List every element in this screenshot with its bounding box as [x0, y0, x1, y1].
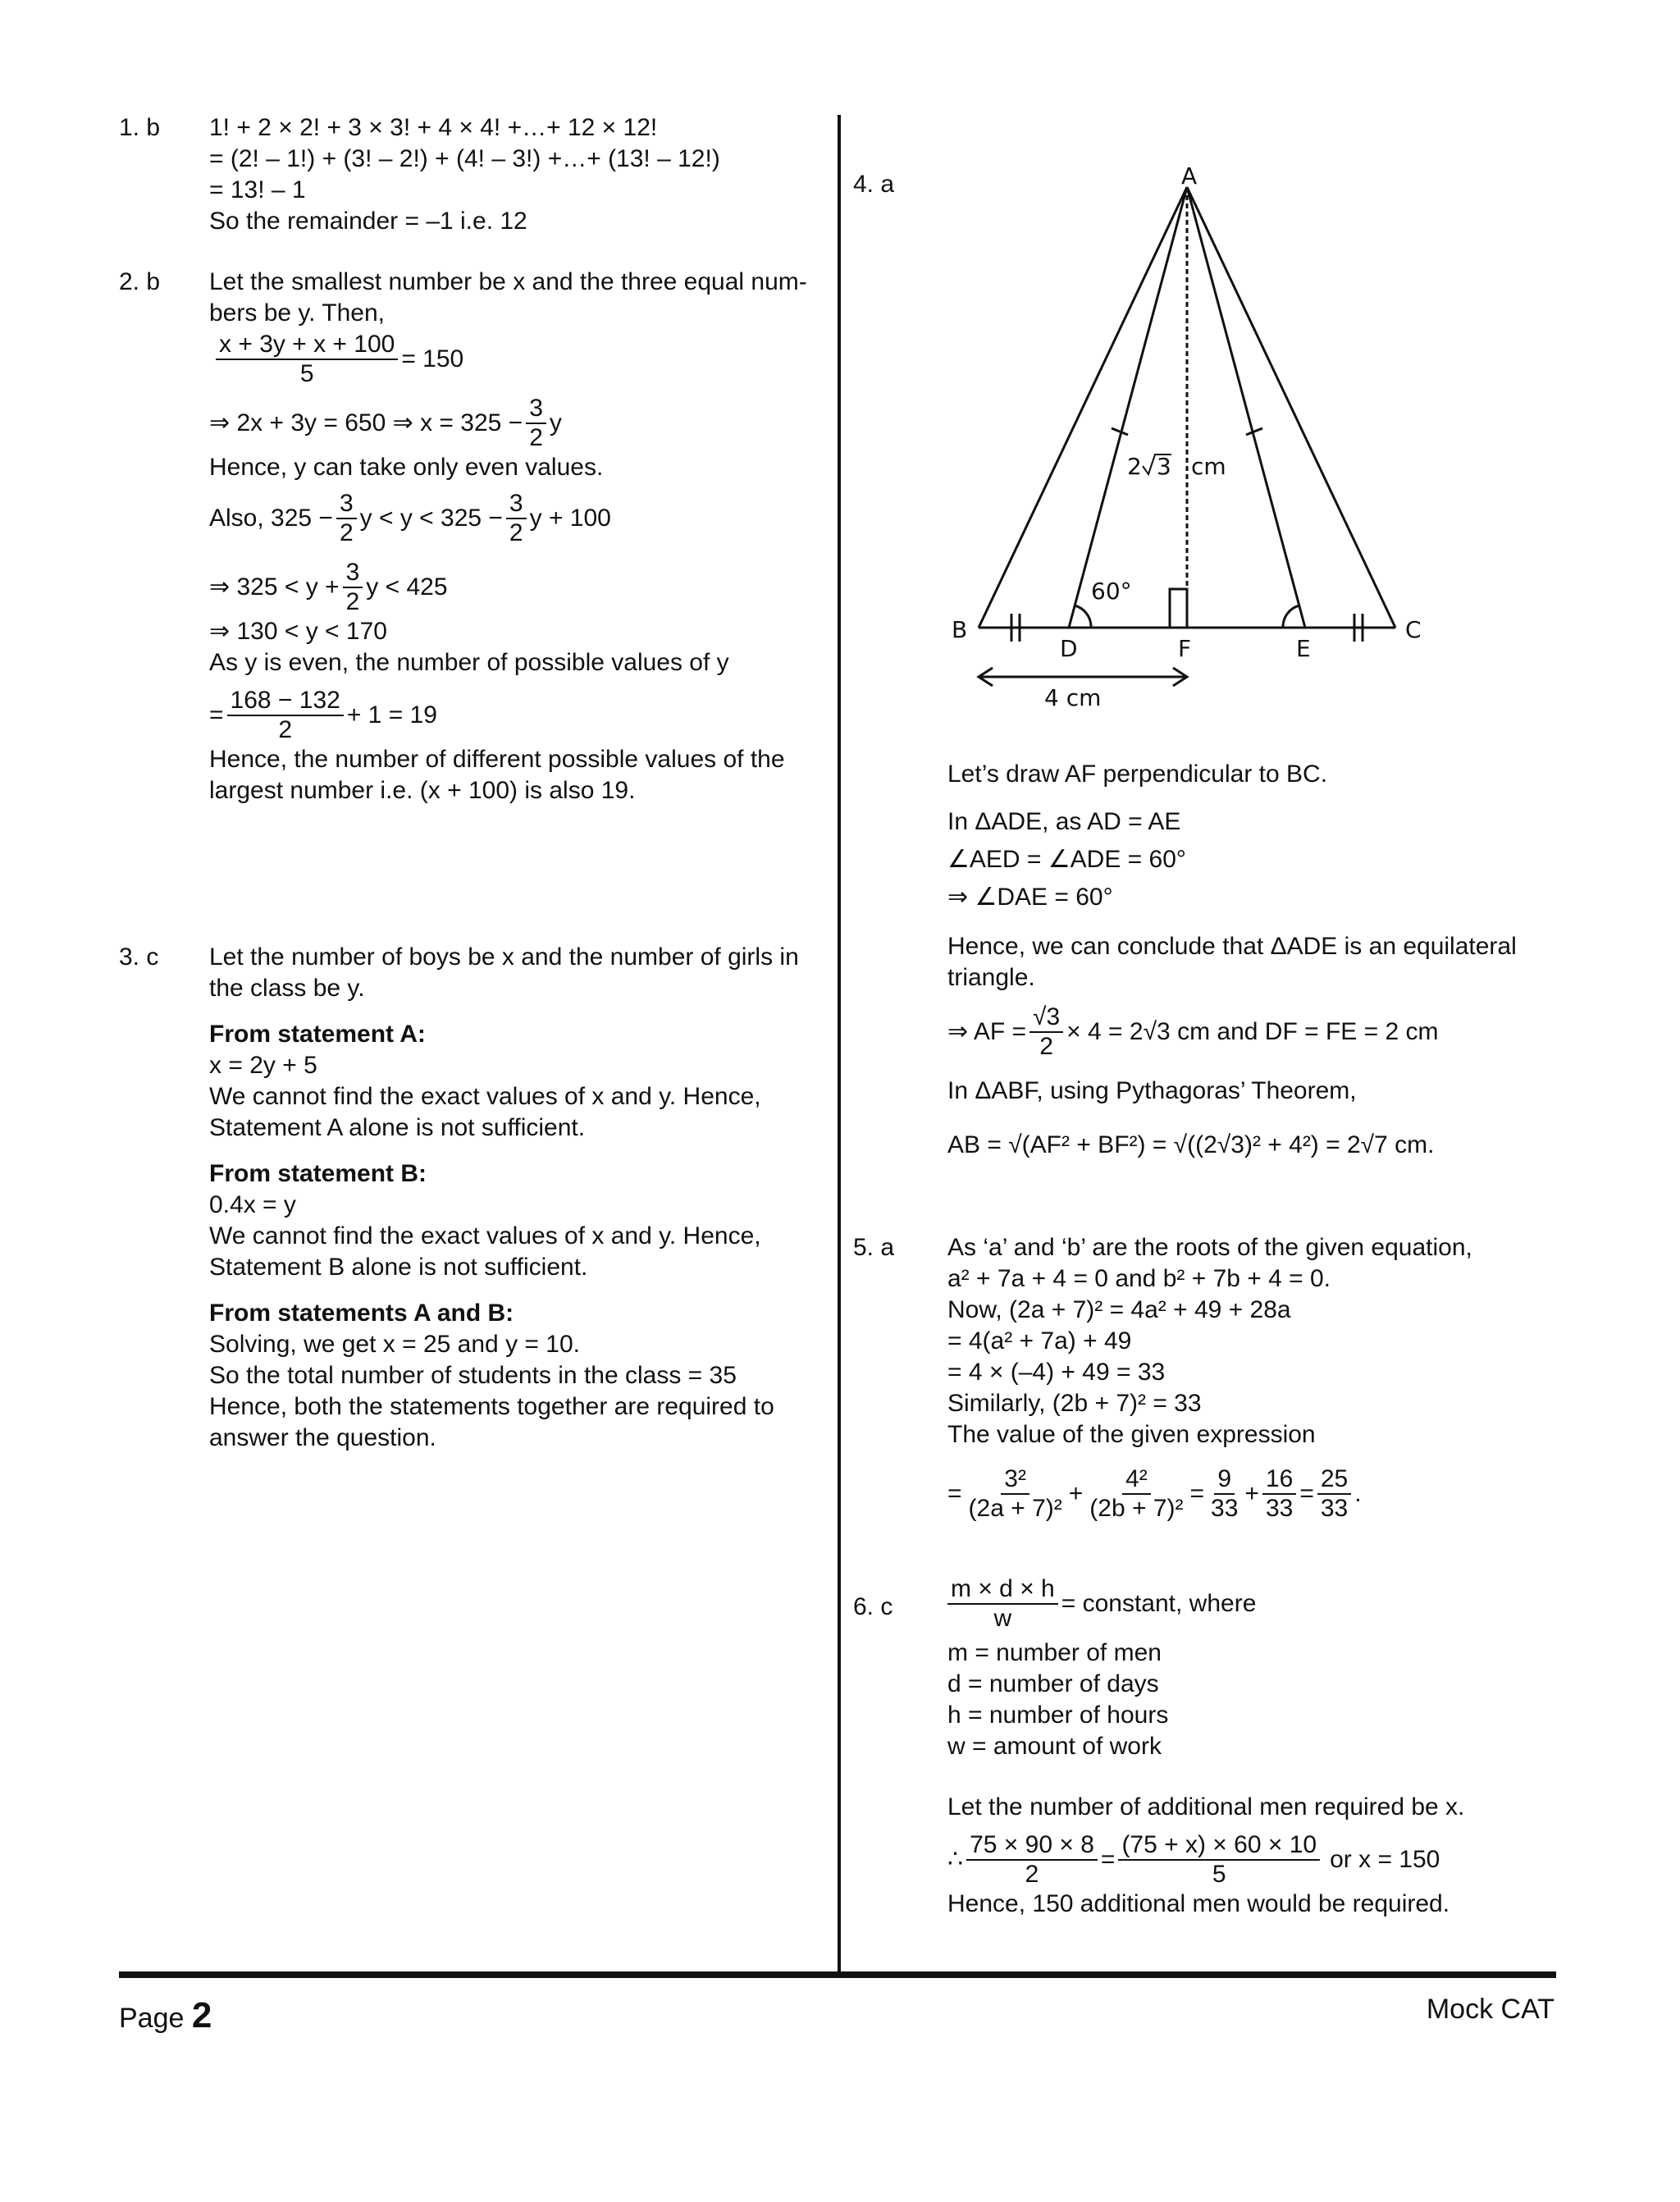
- q2-text: Let the smallest number be x and the three equal num-: [209, 268, 807, 295]
- fraction-numerator: √3: [1029, 1003, 1063, 1033]
- q5-text: Similarly, (2b + 7)² = 33: [947, 1390, 1202, 1417]
- q1-line: = (2! – 1!) + (3! – 2!) + (4! – 3!) +…+ (13! – 12!): [209, 145, 720, 172]
- q3-text: Statement B alone is not sufficient.: [209, 1254, 588, 1281]
- fraction-denominator: (2a + 7)²: [968, 1495, 1062, 1522]
- equation-text: =: [1189, 1480, 1205, 1507]
- fraction-denominator: 2: [529, 424, 543, 451]
- side-ab: [979, 187, 1187, 628]
- angle-arc-d: [1075, 605, 1091, 628]
- q2-text: As y is even, the number of possible values of y: [209, 649, 729, 676]
- equation-text: ⇒ 325 < y +: [209, 573, 340, 601]
- q3-text: the class be y.: [209, 975, 365, 1002]
- equation-text: y < 425: [366, 573, 448, 601]
- page-number: [119, 1995, 212, 2036]
- q3-text: answer the question.: [209, 1424, 436, 1451]
- equation-text: + 1 = 19: [346, 701, 437, 729]
- q2-text: ⇒ 130 < y < 170: [209, 618, 387, 645]
- q6-formula: [947, 1575, 1571, 1633]
- fraction-denominator: 5: [1212, 1861, 1226, 1888]
- q4-number: 4. a: [853, 171, 895, 198]
- vertex-label-e: E: [1296, 635, 1311, 662]
- fraction-numerator: x + 3y + x + 100: [216, 331, 398, 360]
- q3-text: Solving, we get x = 25 and y = 10.: [209, 1331, 580, 1358]
- q6-body: [947, 1575, 1571, 1920]
- length-label-radicand: 3: [1157, 453, 1171, 480]
- fraction-numerator: 9: [1214, 1465, 1235, 1495]
- q2-equation-3: [209, 490, 820, 547]
- side-ad: [1069, 187, 1187, 628]
- fraction-denominator: (2b + 7)²: [1089, 1495, 1184, 1522]
- equation-text: =: [209, 701, 224, 729]
- q3-heading: From statement A:: [209, 1021, 426, 1048]
- q1-line: = 13! – 1: [209, 176, 306, 203]
- q3-text: Statement A alone is not sufficient.: [209, 1114, 586, 1141]
- length-label-coefficient: 2: [1127, 453, 1142, 480]
- q3-text: 0.4x = y: [209, 1191, 296, 1218]
- q2-text: bers be y. Then,: [209, 299, 386, 327]
- q1-line: So the remainder = –1 i.e. 12: [209, 208, 527, 235]
- equation-text: y < y < 325 −: [359, 505, 503, 532]
- q1-line: 1! + 2 × 2! + 3 × 3! + 4 × 4! +…+ 12 × 12!: [209, 114, 658, 141]
- q5-text: = 4 × (–4) + 49 = 33: [947, 1359, 1166, 1386]
- fraction-denominator: 33: [1211, 1495, 1239, 1522]
- equation-text: or x = 150: [1330, 1846, 1440, 1873]
- page-label: Page: [119, 2003, 185, 2034]
- footer-title: Mock CAT: [1426, 1994, 1554, 2025]
- equation-text: ⇒ 2x + 3y = 650 ⇒ x = 325 −: [209, 409, 523, 436]
- q1-number: 1. b: [119, 114, 161, 141]
- q4-body: [947, 759, 1571, 1161]
- q5-equation: [947, 1465, 1571, 1523]
- fraction-denominator: 33: [1265, 1495, 1294, 1522]
- q1-body: [209, 112, 720, 237]
- q4-text: In ΔADE, as AD = AE: [947, 808, 1181, 835]
- vertex-label-a: A: [1181, 164, 1198, 190]
- q6-definition: m = number of men: [947, 1639, 1162, 1666]
- vertex-label-d: D: [1060, 635, 1078, 662]
- equation-text: y: [549, 409, 562, 436]
- equation-text: .: [1354, 1480, 1362, 1507]
- fraction-numerator: 3: [336, 490, 357, 519]
- fraction-denominator: 2: [345, 588, 360, 615]
- fraction-numerator: 4²: [1122, 1465, 1151, 1495]
- q6-equation: [947, 1831, 1571, 1889]
- equation-text: =: [1299, 1480, 1314, 1507]
- vertex-label-c: C: [1405, 616, 1422, 643]
- page-number-value: 2: [191, 1995, 212, 2035]
- equation-text: = constant, where: [1061, 1590, 1257, 1617]
- fraction-numerator: 16: [1262, 1465, 1296, 1495]
- equation-text: =: [947, 1480, 962, 1507]
- q3-heading: From statements A and B:: [209, 1300, 514, 1327]
- fraction-numerator: 3: [343, 559, 363, 588]
- vertex-label-b: B: [952, 616, 968, 643]
- q3-text: x = 2y + 5: [209, 1052, 317, 1079]
- equation-text: y + 100: [529, 505, 611, 532]
- q5-text: Now, (2a + 7)² = 4a² + 49 + 28a: [947, 1296, 1291, 1323]
- q4-text: ∠AED = ∠ADE = 60°: [947, 846, 1186, 873]
- fraction-numerator: 168 − 132: [227, 687, 344, 716]
- q2-equation-5: [209, 687, 820, 744]
- q4-equation-2: AB = √(AF² + BF²) = √((2√3)² + 4²) = 2√7 cm.: [947, 1131, 1435, 1158]
- fraction-numerator: 3²: [1001, 1465, 1029, 1495]
- fraction-numerator: 75 × 90 × 8: [966, 1831, 1098, 1861]
- equation-rhs: = 150: [401, 345, 464, 372]
- fraction-denominator: 2: [1039, 1033, 1053, 1060]
- side-ae: [1187, 187, 1305, 628]
- q3-text: We cannot find the exact values of x and y. Hence,: [209, 1222, 761, 1249]
- equation-text: Also, 325 −: [209, 505, 333, 532]
- q4-text: ⇒ ∠DAE = 60°: [947, 884, 1113, 911]
- q5-text: a² + 7a + 4 = 0 and b² + 7b + 4 = 0.: [947, 1265, 1331, 1292]
- column-divider: [838, 115, 841, 1973]
- fraction-denominator: 2: [339, 519, 354, 546]
- angle-label: 60°: [1091, 578, 1132, 605]
- fraction-denominator: 33: [1320, 1495, 1349, 1522]
- fraction-denominator: 2: [509, 519, 523, 546]
- q5-text: = 4(a² + 7a) + 49: [947, 1327, 1132, 1355]
- q3-text: We cannot find the exact values of x and y. Hence,: [209, 1083, 761, 1110]
- q3-text: So the total number of students in the class = 35: [209, 1362, 737, 1389]
- q5-number: 5. a: [853, 1234, 895, 1261]
- equation-text: +: [1068, 1480, 1084, 1507]
- triangle-diagram: [952, 164, 1444, 722]
- q3-body: [209, 942, 820, 1454]
- q5-text: As ‘a’ and ‘b’ are the roots of the given equation,: [947, 1234, 1472, 1261]
- q2-text: Hence, y can take only even values.: [209, 454, 604, 481]
- q6-text: Let the number of additional men required be x.: [947, 1793, 1465, 1821]
- equation-text: =: [1100, 1846, 1116, 1873]
- fraction-numerator: 3: [526, 395, 546, 424]
- q4-text: In ΔABF, using Pythagoras’ Theorem,: [947, 1077, 1357, 1104]
- base-length-label: 4 cm: [1044, 684, 1102, 711]
- q3-text: Hence, both the statements together are required to: [209, 1393, 774, 1420]
- q5-body: [947, 1232, 1571, 1523]
- q4-equation-1: [947, 1003, 1571, 1061]
- fraction-numerator: m × d × h: [947, 1575, 1058, 1605]
- q2-equation-1: [209, 331, 820, 388]
- angle-arc-e: [1283, 605, 1299, 628]
- q2-text: largest number i.e. (x + 100) is also 19.: [209, 777, 636, 804]
- fraction-numerator: 25: [1317, 1465, 1351, 1495]
- vertex-label-f: F: [1178, 635, 1192, 662]
- equation-text: ⇒ AF =: [947, 1018, 1027, 1045]
- q4-text: Hence, we can conclude that ΔADE is an equilateral: [947, 933, 1517, 960]
- q2-body: [209, 267, 820, 806]
- fraction-numerator: 3: [506, 490, 527, 519]
- q3-text: Let the number of boys be x and the number of girls in: [209, 943, 799, 971]
- equation-text: ∴: [947, 1846, 964, 1873]
- q4-text: Let’s draw AF perpendicular to BC.: [947, 761, 1328, 788]
- side-ac: [1187, 187, 1395, 628]
- footer-rule: [119, 1971, 1556, 1978]
- q2-equation-2: [209, 395, 820, 452]
- q6-definition: w = amount of work: [947, 1733, 1162, 1760]
- q6-number: 6. c: [853, 1593, 893, 1620]
- fraction-denominator: w: [993, 1605, 1012, 1632]
- fraction-denominator: 5: [299, 360, 314, 387]
- q6-definition: h = number of hours: [947, 1702, 1169, 1729]
- q2-text: Hence, the number of different possible values of the: [209, 746, 785, 773]
- length-label-unit: cm: [1191, 453, 1226, 480]
- q3-number: 3. c: [119, 943, 159, 971]
- q2-number: 2. b: [119, 268, 161, 295]
- equation-text: +: [1244, 1480, 1259, 1507]
- q4-text: triangle.: [947, 964, 1035, 991]
- right-angle-marker: [1170, 589, 1187, 628]
- q6-text: Hence, 150 additional men would be required.: [947, 1890, 1450, 1917]
- q5-text: The value of the given expression: [947, 1421, 1316, 1448]
- q3-heading: From statement B:: [209, 1160, 427, 1187]
- q6-definition: d = number of days: [947, 1670, 1159, 1697]
- fraction-denominator: 2: [1025, 1861, 1039, 1888]
- q2-equation-4: [209, 559, 820, 616]
- equation-text: × 4 = 2√3 cm and DF = FE = 2 cm: [1066, 1018, 1439, 1045]
- fraction-denominator: 2: [278, 716, 293, 743]
- fraction-numerator: (75 + x) × 60 × 10: [1118, 1831, 1320, 1861]
